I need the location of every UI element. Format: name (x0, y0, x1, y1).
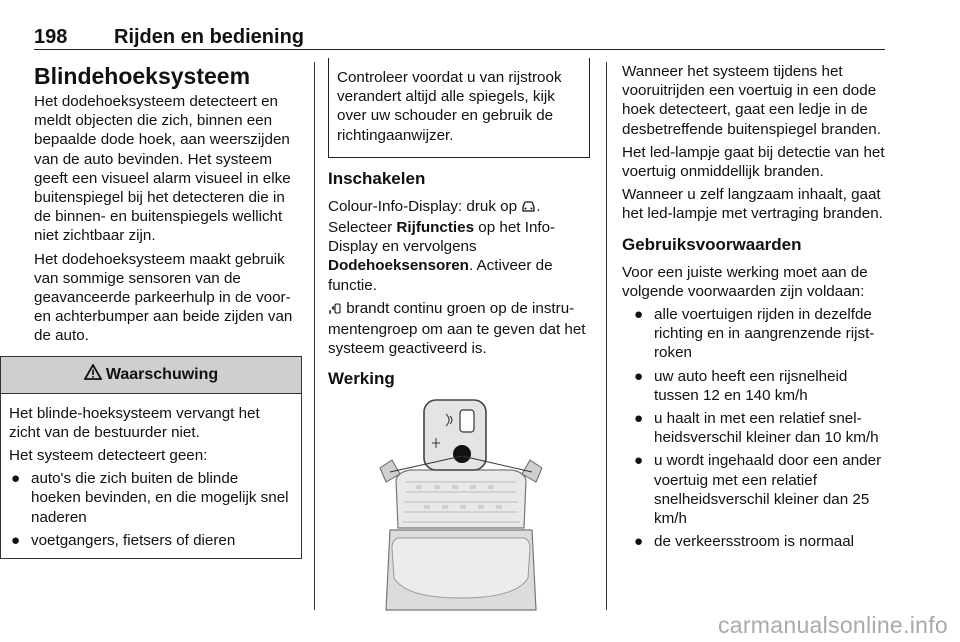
paragraph: Voor een juiste werking moet aan de volgende voorwaarden zijn voldaan: (622, 263, 868, 300)
column-divider (314, 62, 315, 610)
column-divider (606, 62, 607, 610)
warning-title: Waarschuwing (105, 365, 219, 383)
paragraph: Het dodehoeksysteem maakt gebruik van sommige sensoren van de geavanceerde parkeerhulp in de voor- en achterbumper aan beide zijden van de auto. (34, 250, 293, 345)
heading-werking: Werking (328, 369, 395, 389)
page-number: 198 (34, 26, 68, 48)
warning-box (0, 356, 302, 559)
paragraph: Colour-Info-Display: druk op . Selecteer Rijfuncties op het Info-Display en vervolgens Dodehoeksensoren. Activeer de functie. (328, 197, 556, 294)
warning-body (1, 394, 301, 558)
list-item: ● de verkeersstroom is normaal (634, 533, 855, 551)
chapter-title: Blindehoeksysteem (34, 63, 251, 89)
paragraph: Het led-lampje gaat bij detectie van het voertuig onmiddellijk branden. (622, 143, 885, 181)
column-1 (9, 62, 302, 559)
page-header (34, 22, 885, 50)
column-2 (328, 62, 590, 618)
warning-triangle-icon (84, 364, 102, 385)
conditions-list (622, 305, 890, 551)
warning-text: Het blinde-hoeksysteem vervangt het zicht van de bestuurder niet. (9, 404, 260, 441)
list-item: ● voetgangers, fietsers of dieren (11, 531, 236, 549)
mirror-led-illustration (376, 398, 546, 618)
blind-spot-indicator-icon (328, 301, 342, 320)
paragraph: Het dodehoeksysteem detecteert en meldt objecten die zich, binnen een bepaalde dode hoek, aan weerszijden van de auto bevinden. Het systeem geeft een visueel alarm visueel in elke buitenspiegel bij het detecteren die in de binnen- en buitenspiegels wellicht niet zichtbaar zijn. (34, 93, 291, 245)
section-title: Rijden en bediening (114, 26, 305, 48)
list-item: ● uw auto heeft een rijsnelheid tussen 12 en 140 km/h (634, 367, 848, 404)
column-3 (622, 62, 890, 555)
note-box (328, 58, 590, 158)
list-item: ● u haalt in met een relatief snelheidsverschil kleiner dan 10 km/h (634, 410, 879, 447)
paragraph: Wanneer u zelf langzaam inhaalt, gaat het led-lampje met vertraging branden. (622, 186, 883, 223)
heading-gebruiksvoorwaarden: Gebruiksvoorwaarden (622, 234, 802, 254)
car-settings-icon (521, 199, 536, 218)
list-item: ● alle voertuigen rijden in dezelfde richting en in aangrenzende rijstroken (634, 306, 875, 362)
warning-text: Het systeem detecteert geen: (9, 447, 208, 465)
note-text: Controleer voordat u van rijstrook verandert altijd alle spiegels, kijk over uw schouder en gebruik de richtingaanwijzer. (337, 69, 562, 144)
watermark: carmanualsonline.info (717, 612, 948, 638)
warning-header (1, 356, 301, 394)
paragraph: Wanneer het systeem tijdens het vooruitrijden een voertuig in een dode hoek detecteert, gaat een ledje in de desbetreffende buitenspiegel branden. (622, 63, 881, 138)
list-item: ● auto's die zich buiten de blinde hoeken bevinden, en die mogelijk snel naderen (11, 470, 289, 526)
list-item: ● u wordt ingehaald door een ander voertuig met een relatief snelheidsverschil kleiner dan 25 km/h (634, 452, 882, 528)
paragraph: brandt continu groen op de instrumentengroep om aan te geven dat het systeem geactiveerd is. (328, 299, 586, 358)
heading-inschakelen: Inschakelen (328, 168, 426, 188)
